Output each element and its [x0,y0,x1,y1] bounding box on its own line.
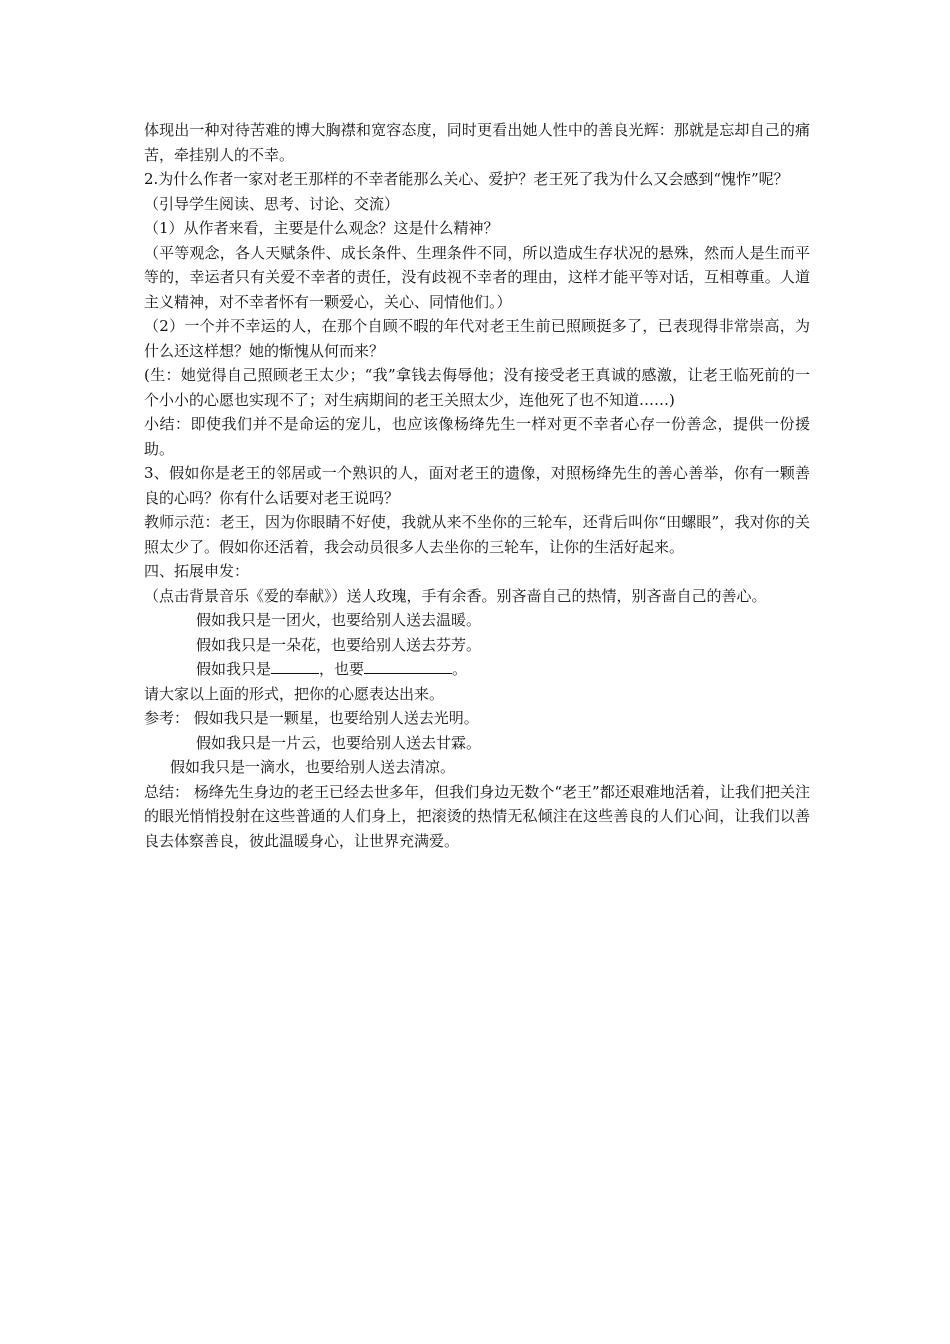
paragraph-intro-continued: 体现出一种对待苦难的博大胸襟和宽容态度，同时更看出她人性中的善良光辉：那就是忘却自己的痛苦，牵挂别人的不幸。 [144,121,810,164]
question-2: 2.为什么作者一家对老王那样的不幸者能那么关心、爱护？老王死了我为什么又会感到“愧怍”呢？ [144,170,789,188]
sub-question-2: （2）一个并不幸运的人，在那个自顾不暇的年代对老王生前已照顾挺多了，已表现得非常崇高，为什么还这样想？她的惭愧从何而来？ [144,317,810,360]
reference-line-1: 参考： 假如我只是一颗星，也要给别人送去光明。 [144,709,479,727]
poem-line-2: 假如我只是一朵花，也要给别人送去芬芳。 [196,635,482,654]
reference-line-2: 假如我只是一片云，也要给别人送去甘霖。 [196,733,482,752]
instruction-express: 请大家以上面的形式，把你的心愿表达出来。 [144,684,445,703]
question-3: 3、假如你是老王的邻居或一个熟识的人，面对老王的遗像，对照杨绛先生的善心善举，你有一颗善良的心吗？你有什么话要对老王说吗？ [144,464,810,507]
fill-blank-long [364,659,452,674]
music-prompt: （点击背景音乐《爱的奉献》）送人玫瑰，手有余香。别吝啬自己的热情，别吝啬自己的善心。 [144,586,767,605]
teacher-example: 教师示范：老王，因为你眼睛不好使，我就从来不坐你的三轮车，还背后叫你“田螺眼”，我对你的关照太少了。假如你还活着，我会动员很多人去坐你的三轮车，让你的生活好起来。 [144,513,810,556]
poem-line-1: 假如我只是一团火，也要给别人送去温暖。 [196,611,482,629]
poem-line-3-part-a: 假如我只是 [196,660,272,678]
sub-question-1: （1）从作者来看，主要是什么观念？这是什么精神？ [144,219,499,237]
final-summary: 总结： 杨绛先生身边的老王已经去世多年，但我们身边无数个“老王”都还艰难地活着，让我们把关注的眼光悄悄投射在这些普通的人们身上，把滚烫的热情无私倾注在这些善良的人们心间，让我们以善良去体察善良，彼此温暖身心，让世界充满爱。 [144,782,810,850]
answer-1: （平等观念，各人天赋条件、成长条件、生理条件不同，所以造成生存状况的悬殊，然而人是生而平等的，幸运者只有关爱不幸者的责任，没有歧视不幸者的理由，这样才能平等对话，互相尊重。人道主义精神，对不幸者怀有一颗爱心，关心、同情他们。） [144,243,810,311]
poem-line-3-fill-in [144,657,810,682]
poem-line-3-part-b: ，也要 [319,660,365,678]
section-heading-extension: 四、拓展申发： [144,562,250,580]
poem-line-3-part-c: 。 [452,660,468,678]
fill-blank-short [271,659,319,674]
document-body [144,118,810,853]
summary-note: 小结：即使我们并不是命运的宠儿，也应该像杨绛先生一样对更不幸者心存一份善念，提供一份援助。 [144,415,810,458]
guidance-note: （引导学生阅读、思考、讨论、交流） [144,194,400,213]
student-answer: (生：她觉得自己照顾老王太少；“我”拿钱去侮辱他；没有接受老王真诚的感激，让老王临死前的一个小小的心愿也实现不了；对生病期间的老王关照太少，连他死了也不知道……) [144,366,810,409]
reference-line-3: 假如我只是一滴水，也要给别人送去清凉。 [170,758,456,776]
